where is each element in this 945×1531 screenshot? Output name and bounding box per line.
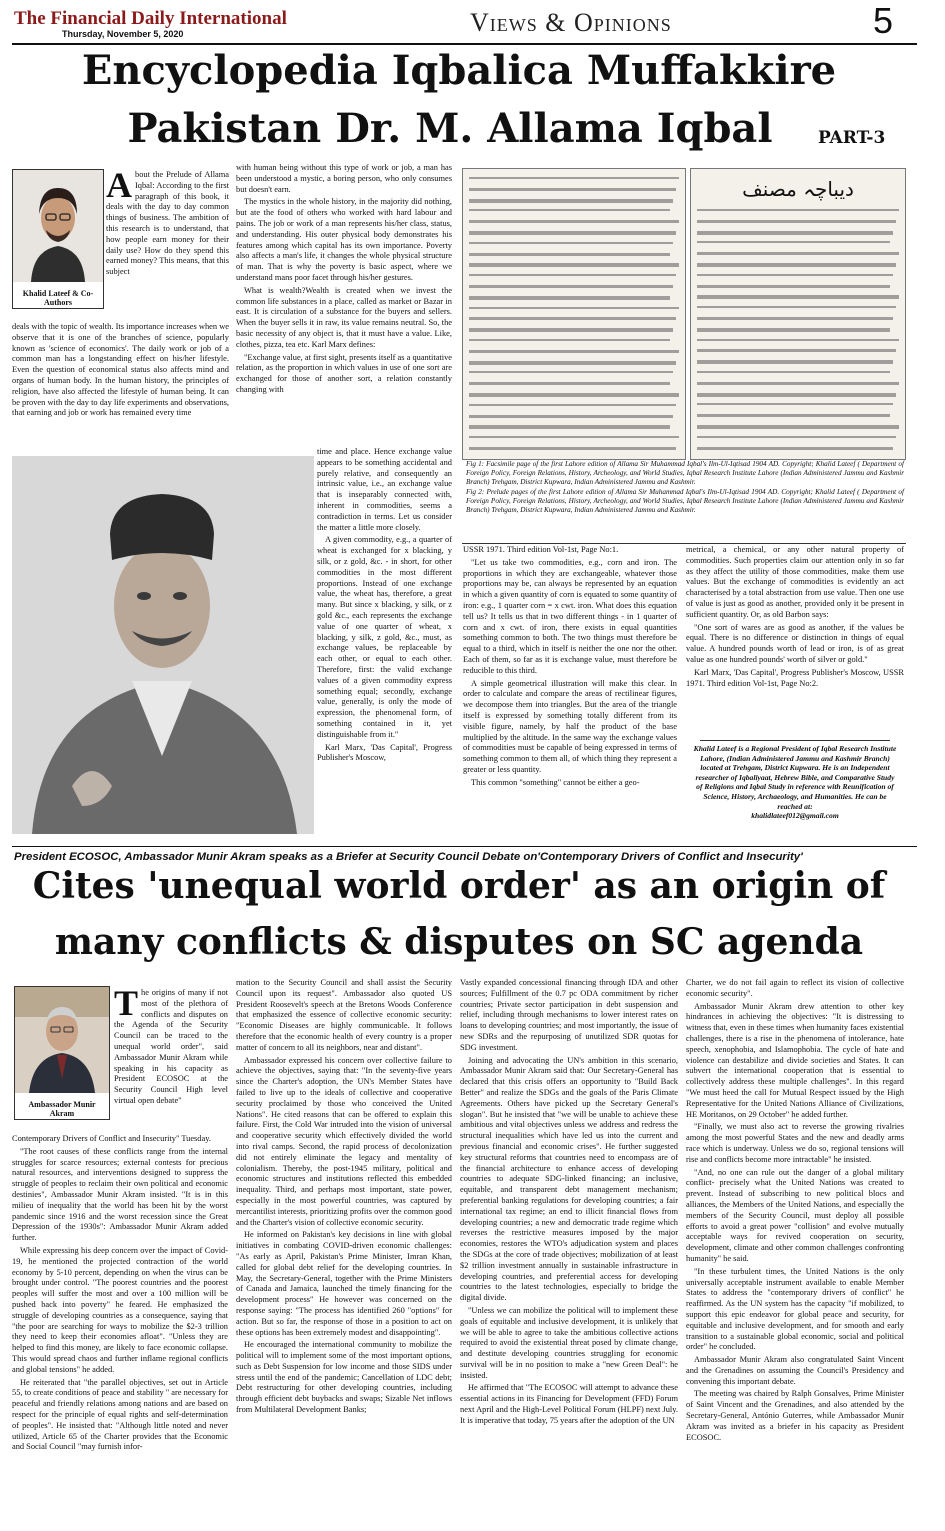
manuscript-script-line	[469, 296, 670, 300]
ambassador-photo-box	[14, 986, 110, 1120]
article2-col3-p4: He affirmed that "The ECOSOC will attempt to advance these essential actions in its Financing for Development (FFD) Forum next April and the High-Level Political Forum (HLPF) next July. It is imperative that today, 75 years after the adoption of the UN	[460, 1383, 678, 1425]
article2-col1	[12, 1134, 228, 1528]
article1-headline-line2: Pakistan Dr. M. Allama Iqbal	[127, 105, 773, 152]
article1-col4-p1: metrical, a chemical, or any other natural property of commodities. Such properties claim our attention only in so far as they affect the utility of those commodities, make them use values. But the exchange of commodities is evidently an act characterised by a total abstraction from use value. Then one use of value is just as good as another, provided only it be present in sufficient quantity. Or, as old Barbon says:	[686, 545, 904, 619]
manuscript-script-line	[697, 241, 890, 243]
article2-col1-p4: He reiterated that "the parallel objectives, set out in Article 55, to create conditions of peace and stability " are necessary for peaceful and friendly relations among nations and are based on respect for the principle of equal rights and self-determination of peoples". He insisted that: "Although little noted and never utilized, Article 65 of the Charter provides that the Economic and Social Council "may furnish infor-	[12, 1377, 228, 1452]
article1-col1-lead	[106, 170, 229, 322]
article1-col3-p4: This common "something" cannot be either a geo-	[471, 777, 640, 787]
bio-rule	[700, 740, 890, 741]
manuscript-script-line	[697, 317, 893, 320]
figure-rule	[462, 543, 906, 544]
article2-headline-line1: Cites 'unequal world order' as an origin of	[32, 865, 886, 907]
manuscript-script-line	[469, 371, 673, 373]
article1-col2-bottom	[317, 447, 452, 835]
manuscript-script-line	[469, 220, 679, 223]
manuscript-script-line	[469, 188, 676, 191]
manuscript-script-line	[469, 242, 673, 244]
article1-headline-line1: Encyclopedia Iqbalica Muffakkire	[81, 47, 837, 94]
header-rule	[12, 43, 917, 45]
iqbal-portrait-image	[12, 456, 314, 834]
manuscript-script-line	[469, 199, 673, 203]
manuscript-script-line	[469, 436, 679, 438]
masthead: The Financial Daily International	[14, 8, 287, 29]
manuscript-script-line	[697, 295, 899, 299]
dropcap-a: A	[106, 170, 132, 205]
manuscript-script-line	[469, 231, 676, 235]
manuscript-heading: دیباچہ مصنف	[742, 177, 854, 201]
figure-caption-1: Fig 1: Facsimile page of the first Lahore edition of Allama Sir Muhammad Iqbal's Ilm-Ul-Iqtisad 1904 AD. Copyright; Khalid Lateef ( Department of Foreign Policy, Foreign Relations, History, Archeology, and World Studies, Iqbal Research Institute Lahore (Indian Administered Jammu and Kashmir Branch) Trehgam, District Kupwara, Indian Administered Jammu and Kashmir.	[466, 460, 904, 487]
article1-col3-p3: A simple geometrical illustration will make this clear. In order to calculate and compare the areas of rectilinear figures, we decompose them into triangles. But the area of the triangle itself is expressed by something totally different from its visible figure, namely, by half the product of the base multiplied by the altitude. In the same way the exchange values of commodities must be capable of being expressed in terms of something common to them all, of which thing they represent a greater or less quantity.	[463, 678, 677, 774]
manuscript-script-line	[697, 231, 893, 235]
article1-col2-p5: time and place. Hence exchange value appears to be something accidental and purely relative, and consequently an intrinsic value, i.e., an exchange value that is inseparably connected with, inherent in commodities, seems a contradiction in terms. Let us consider the matter a little more closely.	[317, 447, 452, 532]
manuscript-script-line	[469, 350, 679, 353]
manuscript-script-line	[469, 177, 679, 179]
article1-col3	[463, 545, 677, 835]
manuscript-page-2	[690, 168, 906, 460]
author-portrait	[13, 170, 103, 282]
manuscript-script-line	[697, 220, 896, 223]
article1-col1-rest	[12, 322, 229, 446]
author-bio	[693, 744, 897, 836]
article2-col2-p3: He informed on Pakistan's key decisions in line with global initiatives in combating COVID-driven economic challenges: "As early as April, Pakistan's Prime Minister, Imran Khan, called for global debt relief for the developing countries. In May, the Secretary-General, together with the Prime Ministers of Canada and Jamaica, launched the timely financing for the development process" He however was concerned on the response saying: "The process has identified 260 "options" for action. But so far, the response of those in a position to act on these options has been extremely modest and disappointing".	[236, 1230, 452, 1337]
manuscript-page-1	[462, 168, 686, 460]
manuscript-script-line	[697, 349, 896, 352]
author-email[interactable]: khalidlateef012@gmail.com	[751, 811, 839, 821]
manuscript-script-line	[697, 360, 893, 364]
manuscript-script-line	[697, 252, 899, 255]
article1-col4	[686, 545, 904, 737]
article2-col4-p6: Ambassador Munir Akram also congratulated Saint Vincent and the Grenadines on assuming the Council's Presidency and convening this important debate.	[686, 1355, 904, 1386]
ambassador-portrait	[15, 987, 109, 1093]
page-number: 5	[873, 0, 894, 41]
manuscript-script-line	[469, 425, 670, 429]
article1-col2-top	[236, 163, 452, 449]
manuscript-script-line	[697, 263, 896, 267]
manuscript-script-line	[697, 425, 899, 429]
article2-col4-p2: Ambassador Munir Akram drew attention to other key hindrances in achieving the objectives: "It is distressing to witness that, even in these times when humanity faces existential challenges, there is a rise in the phenomena of intolerance, hate speech, xenophobia, and Islamophobia. The cycle of hate and violence can destabilize and divide societies and States. It can subvert the international cooperation that is essential to collectively address these multiple challenges". In this regard "We must heed the call for Mutual Respect issued by the High Representative for the United Nations Alliance of Civilizations, HE Moritanos, on 29 October" he added further.	[686, 1001, 904, 1119]
article1-col3-p2: "Let us take two commodities, e.g., corn and iron. The proportions in which they are exchangeable, whatever those proportions may be, can always be represented by an equation in which a given quantity of corn is equated to some quantity of iron: e.g., 1 quarter corn = x cwt. iron. What does this equation tell us? It tells us that in two different things - in 1 quarter of corn and x cwt. of iron, there exists in equal quantities something common to both. The two things must therefore be equal to a third, which in itself is neither the one nor the other. Each of them, so far as it is exchange value, must therefore be reducible to this third.	[463, 557, 677, 675]
article2-col4	[686, 978, 904, 1528]
article1-col2-p3: What is wealth?Wealth is created when we invest the common life substances in a place, called as market or Bazar in east. It is circulation of a substance for the buyers and sellers. When the buyer sells it in raw, its value remains neutral. So, the basic necessity of any object is, that it must have a value. Like, clothes, pizza, tea etc. Karl Marx defines:	[236, 285, 452, 349]
manuscript-script-line	[469, 415, 673, 418]
dropcap-t: T	[114, 988, 139, 1023]
manuscript-script-line	[697, 371, 890, 373]
manuscript-script-line	[697, 382, 899, 385]
manuscript-script-line	[697, 436, 896, 438]
author-bio-text: Khalid Lateef is a Regional President of Iqbal Research Institute Lahore, (Indian Administered Jammu and Kashmir Branch) located at Trehgam, District Kupwara. He is an Independent researcher of Iqbaliyaat, Hebrew Bible, and Comparative Study of Religions and Iqbal Study in reference with Reunification of Science, History, Archaeology, and Humanities. He can be reached at:	[693, 744, 897, 811]
manuscript-script-line	[469, 328, 673, 332]
article2-col1-lead	[114, 988, 228, 1122]
article1-col2-p1: with human being without this type of work or job, a man has been understood a mystic, a boring person, who only consumes but doesn't earn.	[236, 163, 452, 194]
article2-col2-p4: He encouraged the international community to mobilize the political will to implement some of the most important options, such as Debt Suspension for low income and those SIDS under stress until the end of the pandemic; Cancellation of LDC debt; Debt restructuring for other developing countries, including through efficient debt buybacks and swaps; Sizable Net inflows from Multilateral Development Banks;	[236, 1340, 452, 1415]
ambassador-caption: Ambassador Munir Akram	[28, 1100, 96, 1118]
article1-col4-p2: "One sort of wares are as good as another, if the values be equal. There is no difference or distinction in things of equal value. A hundred pounds worth of lead or iron, is of as great value as one hundred pounds' worth of silver or gold."	[686, 622, 904, 664]
manuscript-script-line	[469, 393, 679, 397]
article2-col3	[460, 978, 678, 1528]
author-caption: Khalid Lateef & Co-Authors	[22, 289, 94, 307]
author-photo-box	[12, 169, 104, 309]
manuscript-script-line	[469, 447, 676, 450]
article2-col2	[236, 978, 452, 1528]
article-divider	[12, 846, 917, 847]
article2-col3-p1: Vastly expanded concessional financing through IDA and other sources; Fulfillment of the 0.7 pc ODA commitment by richer countries; Private sector participation in debt suspension and relief, including through mechanisms to lower interest rates on loans to developing countries; and most importantly, the issue of new SDRs and the repurposing of unutilized SDR quotas for SDG investment.	[460, 978, 678, 1052]
article1-col1-lead-text: bout the Prelude of Allama Iqbal: According to the first paragraph of this book, it deals with the day to day common things of business. The ambition of this research is to understand, that how people earn money for their daily use? How do they spend this earned money? This means, that this subject	[106, 170, 229, 277]
article2-col4-p4: "And, no one can rule out the danger of a global military conflict- precisely what the United Nations was created to prevent. Instead of subscribing to new political blocs and alliances, the Members of the United Nations, and especially the members of the Security Council, must deploy all possible efforts to avoid a great power "collision" and evolve mutually acceptable ways for revived cooperation on security, development, climate and other common challenges confronting humanity" he said.	[686, 1167, 904, 1263]
article1-col2-p6: A given commodity, e.g., a quarter of wheat is exchanged for x blacking, y silk, or z gold, &c. - in short, for other commodities in the most different proportions. Instead of one exchange value, the wheat has, therefore, a great many. But since x blacking, y silk, or z gold &c., each represents the exchange value of one quarter of wheat, x blacking, y silk, z gold, &c., must, as exchange values, be replaceable by each other, or equal to each other. Therefore, first: the valid exchange values of a given commodity express something equal; secondly, exchange value, generally, is only the mode of expression, the phenomenal form, of something contained in it, yet distinguishable from it."	[317, 535, 452, 739]
manuscript-script-line	[697, 403, 893, 405]
article2-col1-p3: While expressing his deep concern over the impact of Covid-19, he mentioned the projected contraction of the world economy by 5-10 percent, depending on when the virus can be brought under control. "The poorest countries and the poorest peoples will suffer the most and over a 100 million will be pushed back into poverty" he feared. He emphasized the struggle of developing countries as a consequence, saying that "the poor are searching for ways to mobilize the $2-3 trillion they need to keep their economies afloat". "Unless they are helped to find this money, are likely to face economic collapse. This would spread chaos and further inflame regional conflicts and global tensions" he added.	[12, 1245, 228, 1374]
manuscript-script-line	[469, 339, 670, 341]
manuscript-script-line	[697, 274, 893, 276]
section-title: Views & Opinions	[470, 8, 672, 37]
manuscript-script-line	[469, 285, 673, 288]
manuscript-script-line	[697, 328, 890, 332]
manuscript-script-line	[469, 317, 676, 320]
manuscript-script-line	[469, 263, 679, 267]
figure-caption-2: Fig 2: Prelude pages of the first Lahore edition of Allama Sir Muhammad Iqbal's Ilm-Ul-Iqtisad 1904 AD. Copyright; Khalid Lateef ( Department of Foreign Policy, Foreign Relations, History, Archeology, and World Studies, Iqbal Research Institute Lahore (Indian Administered Jammu and Kashmir Branch) Trehgam, District Kupwara, Indian Administered Jammu and Kashmir.	[466, 487, 904, 515]
article1-col2-p4: "Exchange value, at first sight, presents itself as a quantitative relation, as the proportion in which values in use of one sort are exchanged for those of another sort, a relation constantly changing with	[236, 352, 452, 394]
manuscript-script-line	[469, 361, 676, 365]
article2-col3-p3: "Unless we can mobilize the political will to implement these goals of equitable and inclusive development, it is unlikely that we will be able to agree to take the ambitious collective actions required to avoid the existential threat posed by climate change, and destitute developing countries struggling for economic survival will be in no position to make a "new Green Deal": he insisted.	[460, 1305, 678, 1380]
article2-col1-p2: "The root causes of these conflicts range from the internal struggles for scarce resources; external contests for precious natural resources, and interventions designed to suppress the struggle of peoples to reclaim their own political and economic destinies", Ambassador Munir Akram insisted. "It is in this milieu of inequality that the world has been hit by the worst pandemic since 1916 and the worst recession since the Great Depression of the 1930s": Ambassador Munir Akram added further.	[12, 1146, 228, 1243]
article2-col4-p3: "Finally, we must also act to reverse the growing rivalries among the most powerful States and the new and deadly arms race which is underway. Unless we do so, regional tensions will rise and conflicts become more intractable" he insisted.	[686, 1122, 904, 1164]
article1-col1-paragraph: deals with the topic of wealth. Its importance increases when we observe that it is one of the branches of science, popularly known as 'science of economics'. The daily work or job of a common man has a longstanding effect on his/her lifestyle. Even the question of economical status also affects mind and organs of human body. In the human history, the principles of religion, have also affected the lifestyle of human being. It can be proven with the day to day life experiments and observations, that earning and job or work has remained every time	[12, 322, 229, 418]
article2-col1-rest: Contemporary Drivers of Conflict and Insecurity" Tuesday.	[12, 1134, 211, 1143]
article1-col2-p7: Karl Marx, 'Das Capital', Progress Publisher's Moscow,	[317, 742, 452, 763]
manuscript-script-line	[697, 306, 896, 308]
manuscript-script-line	[469, 274, 676, 276]
article2-col4-p1: Charter, we do not fail again to reflect its vision of collective economic security".	[686, 978, 904, 998]
manuscript-script-line	[697, 209, 899, 211]
article1-part-label: PART-3	[818, 128, 886, 148]
manuscript-script-line	[697, 393, 896, 397]
article1-col2-p2: The mystics in the whole history, in the majority did nothing, but ate the food of others who worked with hard labour and pains. The job or work of a man represents his/her class, status, and understanding. His outer physical body demonstrates his features among which capital has its own importance. Poverty also affects a man's life, it changes the whole physical structure of man. That is why the poverty is basic aspect, where we understand mans poor facet through his/her gestures.	[236, 197, 452, 282]
article1-col3-p1: USSR 1971. Third edition Vol-1st, Page No:1.	[463, 545, 619, 554]
manuscript-script-line	[469, 209, 670, 211]
article2-col2-p1: mation to the Security Council and shall assist the Security Council upon its request". Ambassador also quoted US President Roosevelt's speech at the Bretons Woods Conference that emphasized the essence of collective economic security: "Economic Diseases are highly communicable. It follows therefore that the economic health of every country is a proper matter of concern to all its neighbors, near and distant".	[236, 978, 452, 1052]
article2-col4-p7: The meeting was chaired by Ralph Gonsalves, Prime Minister of Saint Vincent and the Grenadines, and also attended by the Secretary-General, António Guterres, while Ambassador Munir Akram was invited as a briefer in his capacity as President ECOSOC.	[686, 1389, 904, 1442]
manuscript-script-line	[469, 253, 670, 256]
manuscript-script-line	[697, 339, 899, 341]
manuscript-script-line	[697, 414, 890, 417]
article2-headline-line2: many conflicts & disputes on SC agenda	[54, 921, 864, 963]
manuscript-script-line	[469, 307, 679, 309]
manuscript-script-line	[697, 447, 893, 450]
figure-captions	[466, 460, 904, 542]
manuscript-script-line	[697, 285, 890, 288]
article2-col3-p2: Joining and advocating the UN's ambition in this scenario, Ambassador Munir Akram said that: Our Secretary-General has declared that this crisis offers an opportunity to "Build Back Better" and realize the SDGs and the goals of the Paris Climate Agreements. Others have picked up the Secretary General's slogan". But he insisted that "we will be unable to achieve these ambitious and vital objectives unless we address and redress the structural inequalities which have led us into the current and previous financial and economic crises". He further suggested key structural reforms that countries need to encompass are of the financial architecture to enhance access of developing countries to adequate SDG-linked financing; an inclusive, equitable, and transparent debt management mechanism; preferential banking regulations for developing countries; a fair international tax regime; an end to illicit financial flows from developing countries; a new and democratic trade regime which reverses the restrictive measures imposed by the major economies, restores the WTO's adjudication system and places the SDGs at the core of trade objectives; mobilization of at least $2 trillion investment annually in sustainable infrastructure in developing countries, and preferential access for developing countries to the latest technologies, especially to bridge the digital divide.	[460, 1055, 678, 1303]
manuscript-script-line	[469, 382, 670, 385]
iqbal-portrait	[12, 456, 314, 834]
article2-kicker: President ECOSOC, Ambassador Munir Akram speaks as a Briefer at Security Council Debate on'Contemporary Drivers of Conflict and Insecurity'	[14, 851, 803, 863]
article2-col4-p5: "In these turbulent times, the United Nations is the only universally acceptable instrument available to enable Member States to address the "contemporary drivers of conflict" he reaffirmed. As the UN system has the capacity "if mobilized, to support this epic endeavor for global peace and security, for equitable and inclusive development, and for smooth and early transition to a sustainable global economic, social and political order" he concluded.	[686, 1266, 904, 1352]
issue-date: Thursday, November 5, 2020	[62, 29, 184, 39]
article1-col4-p3: Karl Marx, 'Das Capital', Progress Publisher's Moscow, USSR 1971. Third edition Vol-1st, Page No:2.	[686, 667, 904, 688]
manuscript-script-line	[469, 404, 676, 406]
article2-col2-p2: Ambassador expressed his concern over collective failure to achieve the objectives, saying that: "In the seventy-five years since the Charter's adoption, the UN's Member States have failed to live up to the ideals of collective and cooperative security proclaimed by those who conceived the United Nations". He cited reasons that can be offered to explain this failure. First, the Cold War intruded into the vision of universal and cooperative security which effectively divided the world into rival camps. Second, the rapid process of decolonization did not entirely eliminate the legacy and mentality of colonialism. Thereby, the post-1945 military, political and economic structures and institutions reflected this embedded inequality. Third, and perhaps most important, state power, especially in the most powerful countries, was captured by mercantilist interests, prioritizing profits over the common good and the Charter's vision of collective economic security.	[236, 1055, 452, 1227]
article2-col1-lead-text: he origins of many if not most of the plethora of conflicts and disputes on the Agenda of the Security Council can be traced to the unequal world order", said Ambassador Munir Akram while speaking in his capacity as President ECOSOC at the Security Council High level virtual open debate"	[114, 988, 228, 1105]
